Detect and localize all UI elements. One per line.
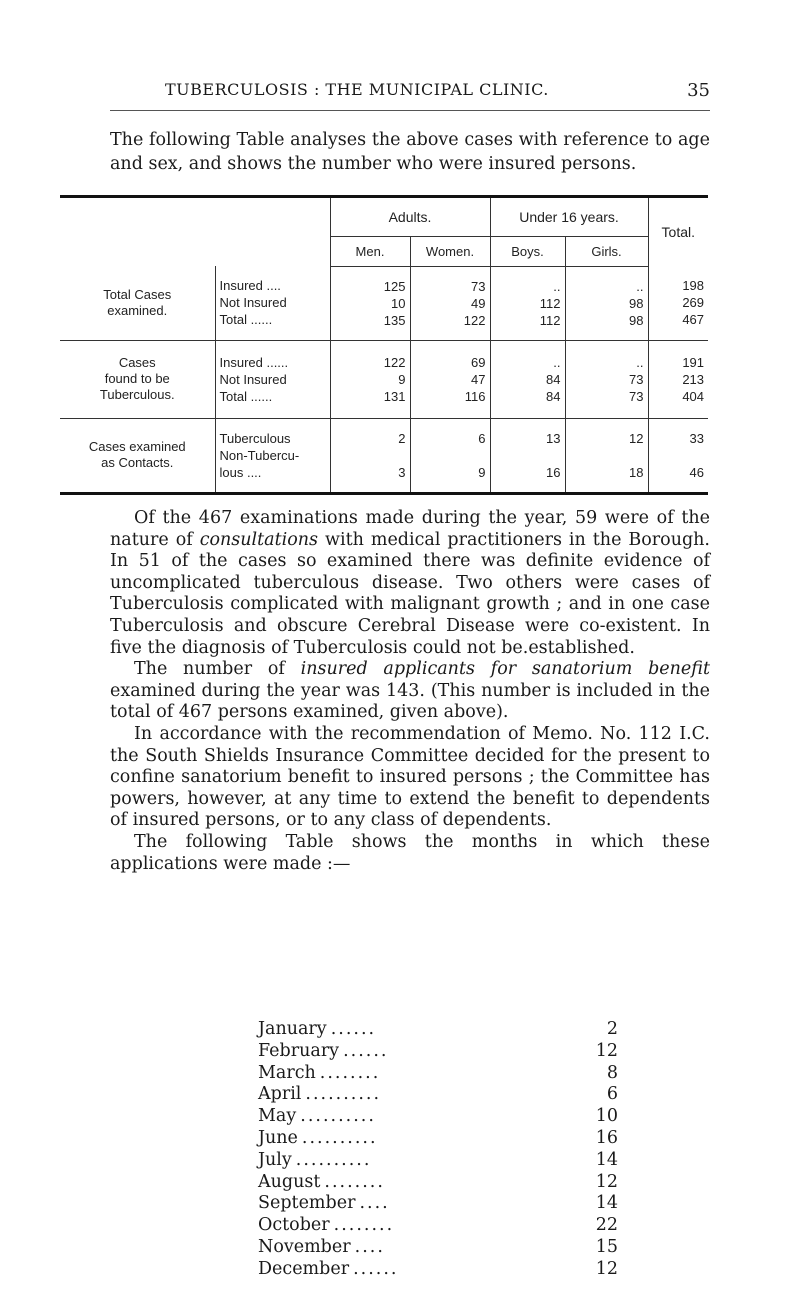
header-under-16: Under 16 years. <box>490 198 648 236</box>
month-name: September <box>258 1193 356 1214</box>
month-count: 12 <box>595 1040 618 1061</box>
leader-dots: ...... <box>353 1258 399 1279</box>
month-name: October <box>258 1215 330 1236</box>
leader-dots: .......... <box>301 1127 378 1148</box>
month-row <box>258 1215 618 1237</box>
leader-dots: ........ <box>324 1171 385 1192</box>
month-count: 15 <box>595 1236 618 1257</box>
category-label: Cases found to be Tuberculous. <box>60 340 215 418</box>
row-labels: Tuberculous Non-Tubercu- lous .... <box>215 418 330 492</box>
month-count: 16 <box>595 1127 618 1148</box>
month-count: 8 <box>606 1062 618 1083</box>
women-values: 6 9 <box>410 418 490 492</box>
table-bottom-rule <box>60 492 708 495</box>
leader-dots: .... <box>359 1193 390 1214</box>
leader-dots: ........ <box>333 1215 395 1236</box>
month-count: 12 <box>595 1258 618 1279</box>
leader-dots: ........ <box>319 1062 381 1083</box>
month-count: 22 <box>595 1215 618 1236</box>
men-values: 122 9 131 <box>330 340 410 418</box>
month-row <box>258 1041 618 1063</box>
table-corner <box>60 198 330 266</box>
table-row-contacts <box>60 418 708 492</box>
girls-values: 12 18 <box>565 418 648 492</box>
row-labels: Insured .... Not Insured Total ...... <box>215 266 330 340</box>
girls-values: .. 98 98 <box>565 266 648 340</box>
month-name: February <box>258 1040 340 1061</box>
paragraph-consultations: Of the 467 examinations made during the year, 59 were of the nature of consultations with medical practitioners in the Borough. In 51 of the cases so examined there was definite evidence of uncomplicated tuberculous disease. Two others were cases of Tuberculosis complicated with malignant growth ; and in one case Tuberculosis and obscure Cerebral Disease were co-existent. In five the diagnosis of Tuberculosis could not be.established. <box>110 508 710 658</box>
month-row <box>258 1172 618 1194</box>
total-values: 198 269 467 <box>648 266 708 340</box>
month-row <box>258 1084 618 1106</box>
paragraph-recommendation: In accordance with the recommendation of Memo. No. 112 I.C. the South Shields Insurance Committee decided for the present to confine sanatorium benefit to insured persons ; the Committee has powers, however, at any time to extend the benefit to dependents of insured persons, or to any class of dependents. <box>110 723 710 831</box>
month-row <box>258 1193 618 1215</box>
paragraph-months-intro: The following Table shows the months in which these applications were made :— <box>110 831 710 874</box>
header-girls: Girls. <box>565 236 648 266</box>
boys-values: .. 84 84 <box>490 340 565 418</box>
month-row <box>258 1019 618 1041</box>
category-label: Total Cases examined. <box>60 266 215 340</box>
women-values: 73 49 122 <box>410 266 490 340</box>
cases-table-container <box>60 195 708 495</box>
men-values: 125 10 135 <box>330 266 410 340</box>
month-row <box>258 1150 618 1172</box>
month-count: 14 <box>595 1149 618 1170</box>
total-values: 191 213 404 <box>648 340 708 418</box>
row-labels: Insured ...... Not Insured Total ...... <box>215 340 330 418</box>
cases-table <box>60 198 708 492</box>
header-total: Total. <box>661 224 695 240</box>
table-row-tuberculous <box>60 340 708 418</box>
month-row <box>258 1063 618 1085</box>
header-women: Women. <box>410 236 490 266</box>
month-name: November <box>258 1236 351 1257</box>
header-men: Men. <box>330 236 410 266</box>
month-count: 12 <box>595 1171 618 1192</box>
category-label: Cases examined as Contacts. <box>60 418 215 492</box>
month-row <box>258 1237 618 1259</box>
body-text <box>110 508 710 875</box>
leader-dots: .......... <box>305 1084 382 1105</box>
leader-dots: .... <box>354 1236 385 1257</box>
girls-values: .. 73 73 <box>565 340 648 418</box>
leader-dots: ...... <box>343 1040 389 1061</box>
month-name: December <box>258 1258 350 1279</box>
month-count: 2 <box>606 1019 618 1039</box>
men-values: 2 3 <box>330 418 410 492</box>
month-row <box>258 1106 618 1128</box>
month-row <box>258 1259 618 1281</box>
month-name: June <box>258 1127 298 1148</box>
month-name: July <box>258 1149 292 1170</box>
boys-values: 13 16 <box>490 418 565 492</box>
leader-dots: ...... <box>330 1019 377 1039</box>
month-count: 6 <box>606 1084 618 1105</box>
month-name: January <box>258 1019 327 1039</box>
leader-dots: .......... <box>300 1106 376 1127</box>
month-count: 14 <box>595 1193 618 1214</box>
month-name: April <box>258 1084 302 1105</box>
months-list <box>258 1019 618 1281</box>
leader-dots: .......... <box>295 1149 372 1170</box>
month-count: 10 <box>595 1106 618 1127</box>
month-name: May <box>258 1106 297 1127</box>
header-boys: Boys. <box>490 236 565 266</box>
page-number: 35 <box>687 80 710 101</box>
paragraph-insured-applicants: The number of insured applicants for sanatorium benefit examined during the year was 143. (This number is included in the total of 467 persons examined, given above). <box>110 659 710 723</box>
month-name: August <box>258 1171 321 1192</box>
table-row-total-cases <box>60 266 708 340</box>
total-values: 33 46 <box>689 430 705 480</box>
boys-values: .. 112 112 <box>490 266 565 340</box>
intro-paragraph: The following Table analyses the above cases with reference to age and sex, and shows the number who were insured persons. <box>110 130 710 174</box>
running-title: TUBERCULOSIS : THE MUNICIPAL CLINIC. <box>165 80 549 99</box>
header-adults: Adults. <box>330 198 490 236</box>
header-rule <box>110 110 710 111</box>
women-values: 69 47 116 <box>410 340 490 418</box>
month-name: March <box>258 1062 316 1083</box>
month-row <box>258 1128 618 1150</box>
